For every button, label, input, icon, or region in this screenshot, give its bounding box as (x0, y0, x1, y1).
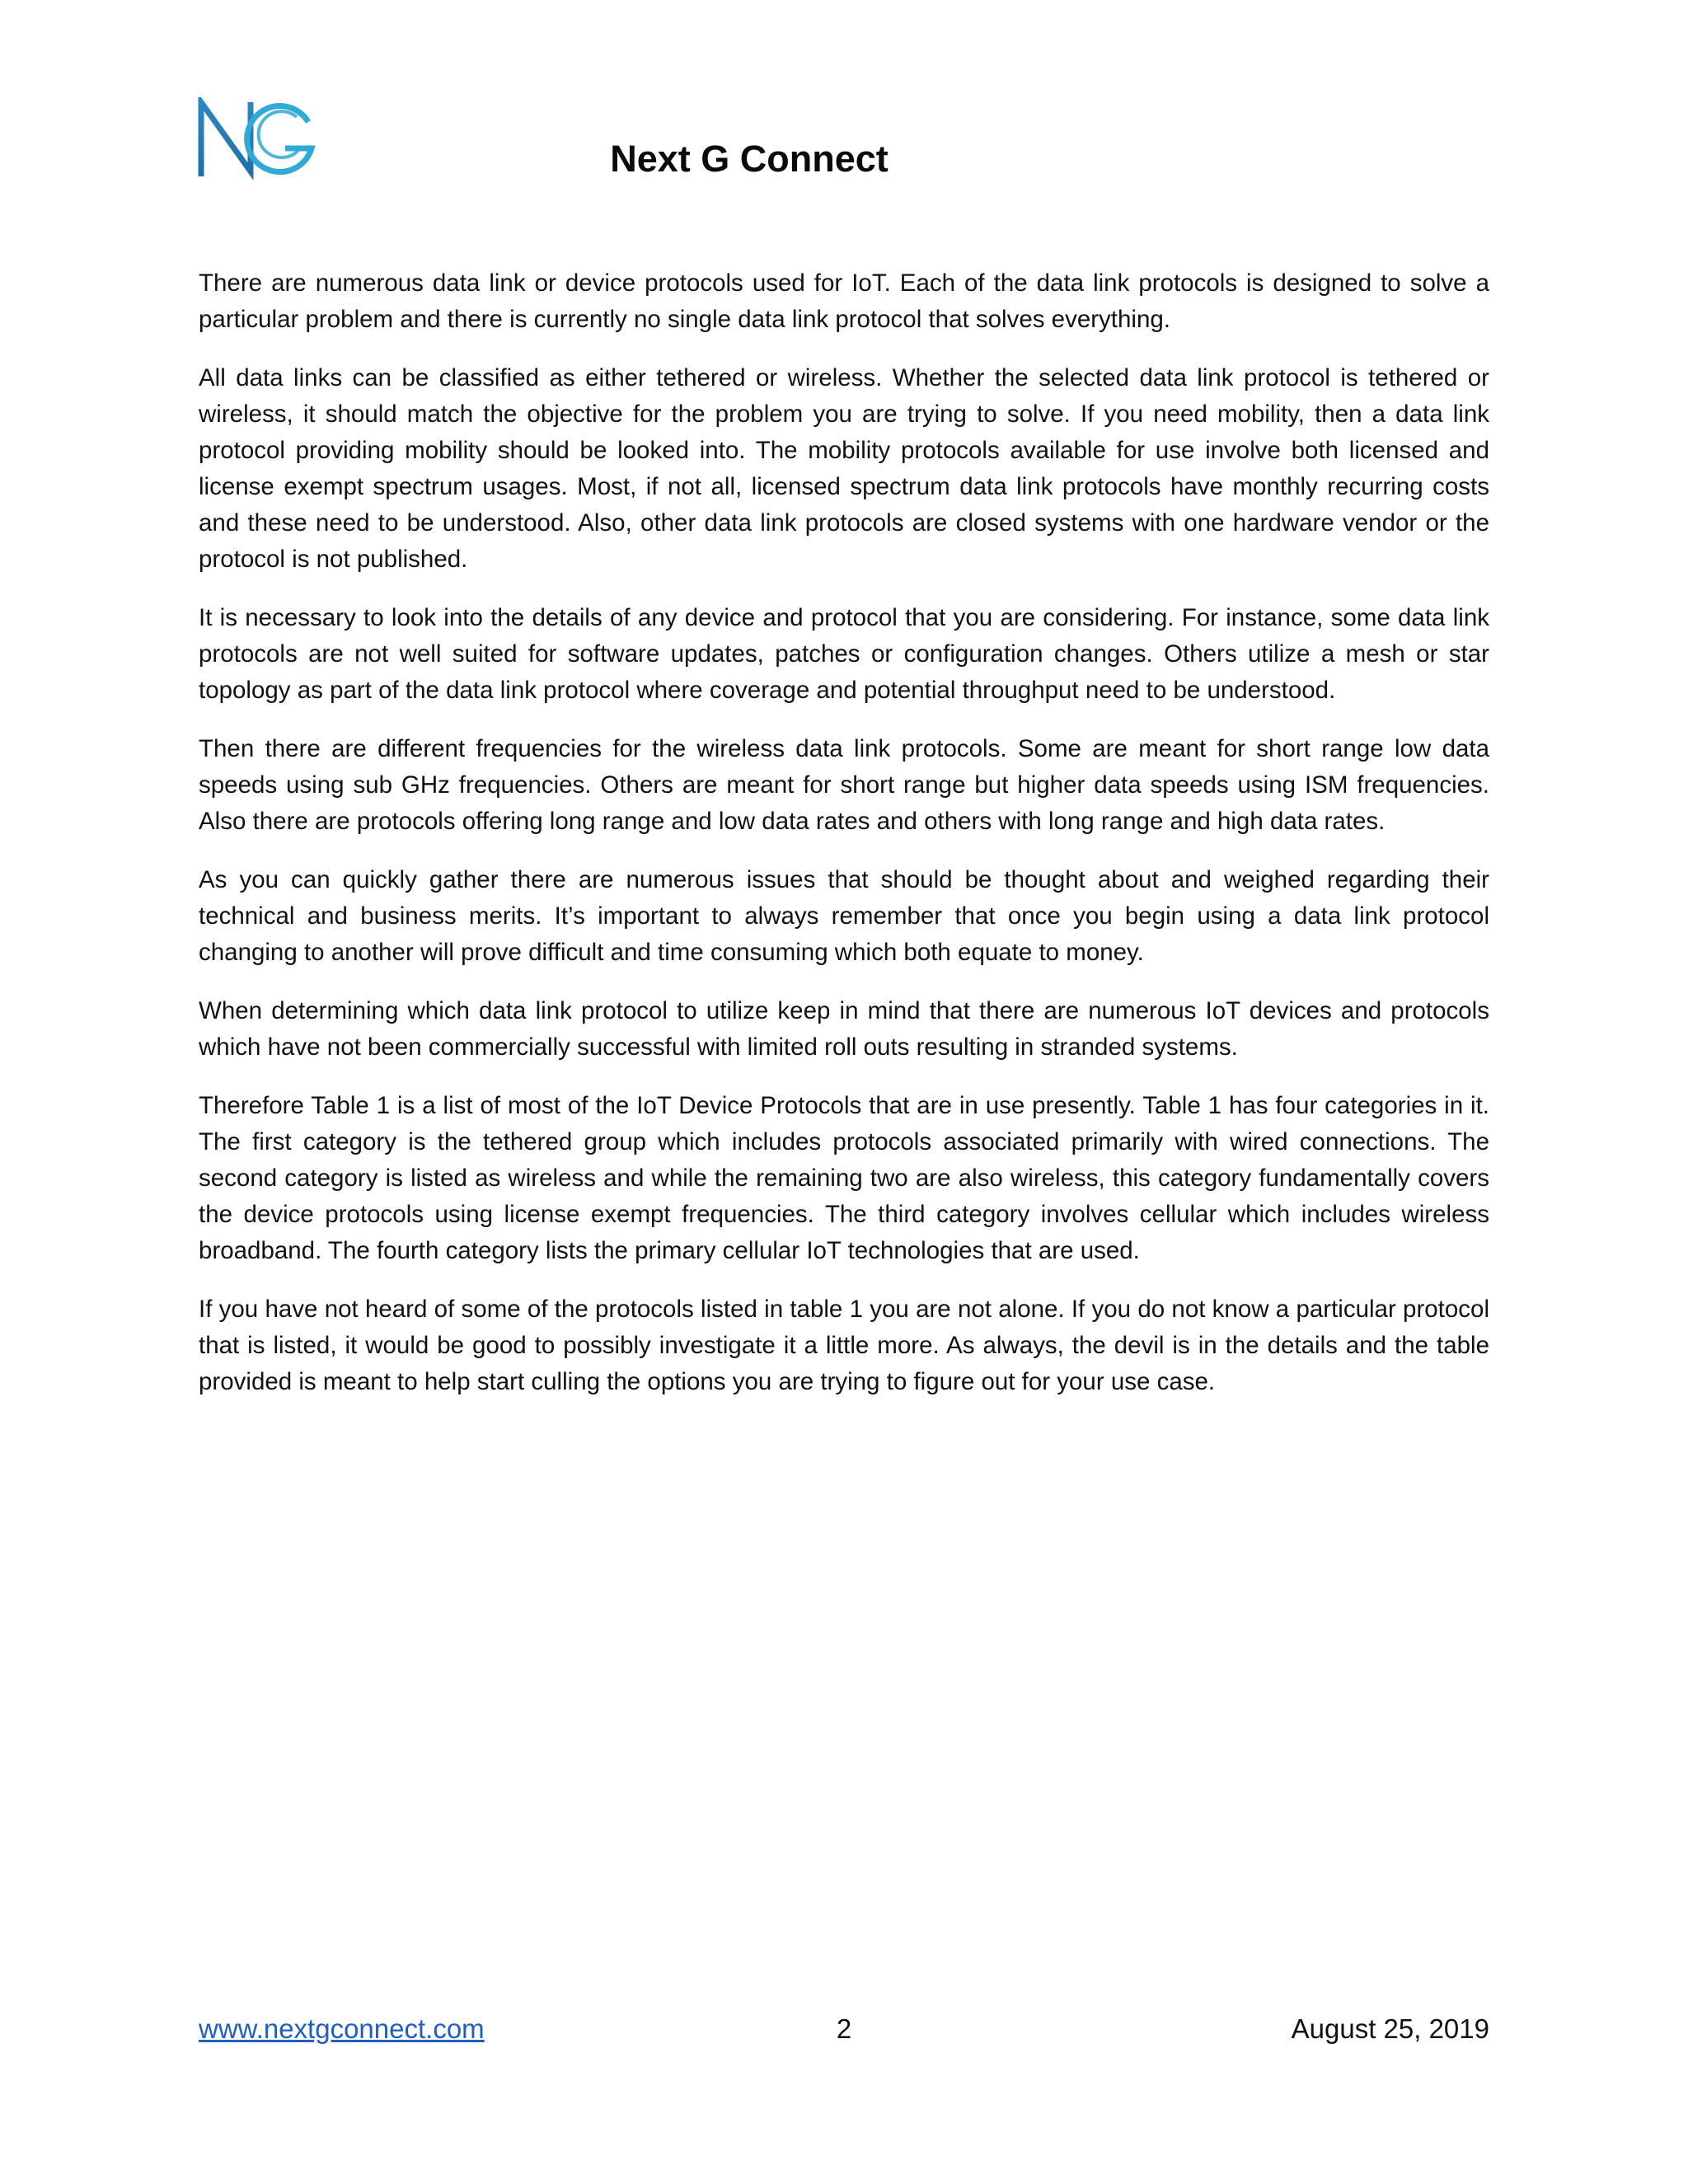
document-title: Next G Connect (610, 138, 889, 180)
paragraph: Therefore Table 1 is a list of most of the IoT Device Protocols that are in use presently. Table 1 has four categories in it. The first category is the tethered group which includes protocols associated primarily with wired connections. The second category is listed as wireless and while the remaining two are also wireless, this category fundamentally covers the device protocols using license exempt frequencies. The third category involves cellular which includes wireless broadband. The fourth category lists the primary cellular IoT technologies that are used. (199, 1092, 1489, 1264)
paragraph: Then there are different frequencies for the wireless data link protocols. Some are meant for short range low data speeds using sub GHz frequencies. Others are meant for short range but higher data speeds using ISM frequencies. Also there are protocols offering long range and low data rates and others with long range and high data rates. (199, 735, 1489, 835)
paragraph: There are numerous data link or device protocols used for IoT. Each of the data link protocols is designed to solve a particular problem and there is currently no single data link protocol that solves everything. (199, 269, 1489, 333)
body-text (199, 265, 1489, 1422)
website-link[interactable]: www.nextgconnect.com (199, 2013, 485, 2044)
paragraph: As you can quickly gather there are numerous issues that should be thought about and weighed regarding their technical and business merits. It’s important to always remember that once you begin using a data link protocol changing to another will prove difficult and time consuming which both equate to money. (199, 866, 1489, 966)
paragraph: It is necessary to look into the details of any device and protocol that you are considering. For instance, some data link protocols are not well suited for software updates, patches or configuration changes. Others utilize a mesh or star topology as part of the data link protocol where coverage and potential throughput need to be understood. (199, 604, 1489, 704)
paragraph: If you have not heard of some of the protocols listed in table 1 you are not alone. If you do not know a particular protocol that is listed, it would be good to possibly investigate it a little more. As always, the devil is in the details and the table provided is meant to help start culling the options you are trying to figure out for your use case. (199, 1296, 1489, 1395)
paragraph: All data links can be classified as either tethered or wireless. Whether the selected data link protocol is tethered or wireless, it should match the objective for the problem you are trying to solve. If you need mobility, then a data link protocol providing mobility should be looked into. The mobility protocols available for use involve both licensed and license exempt spectrum usages. Most, if not all, licensed spectrum data link protocols have monthly recurring costs and these need to be understood. Also, other data link protocols are closed systems with one hardware vendor or the protocol is not published. (199, 364, 1489, 573)
paragraph: When determining which data link protocol to utilize keep in mind that there are numerous IoT devices and protocols which have not been commercially successful with limited roll outs resulting in stranded systems. (199, 997, 1489, 1061)
page-number: 2 (836, 2013, 852, 2044)
footer-date: August 25, 2019 (1291, 2013, 1489, 2044)
page-footer (199, 2009, 1489, 2049)
